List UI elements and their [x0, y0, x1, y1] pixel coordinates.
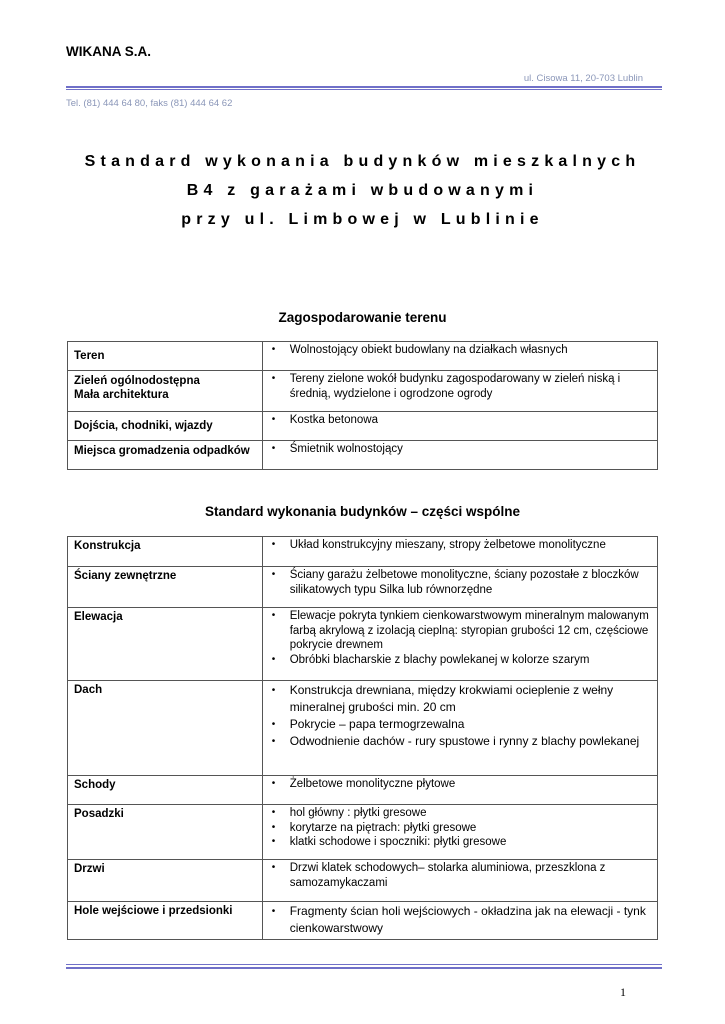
- row-value: [262, 776, 657, 805]
- list-item: • Odwodnienie dachów - rury spustowe i rynny z blachy powlekanej: [290, 733, 651, 750]
- table-row: [68, 537, 658, 567]
- footer-rule: [66, 967, 662, 969]
- document-title-line-2: B4 z garażami wbudowanymi: [186, 182, 539, 199]
- row-label: Schody: [68, 776, 263, 805]
- list-item: • Drzwi klatek schodowych– stolarka aluminiowa, przeszklona z samozamykaczami: [290, 861, 651, 890]
- table-row: [68, 441, 658, 470]
- list-item: • Tereny zielone wokół budynku zagospodarowany w zieleń niską i średnią, wydzielone i ogrodzone ogrody: [290, 372, 651, 401]
- row-value: [262, 342, 657, 371]
- section-heading-common: Standard wykonania budynków – części wspólne: [204, 504, 521, 519]
- table-row: [68, 371, 658, 412]
- row-label: Konstrukcja: [68, 537, 263, 567]
- list-item: • Śmietnik wolnostojący: [290, 442, 651, 457]
- row-value: [262, 805, 657, 860]
- table-row: [68, 608, 658, 681]
- row-value: [262, 371, 657, 412]
- list-item: • Kostka betonowa: [290, 413, 651, 428]
- list-item: • Elewacje pokryta tynkiem cienkowarstwowym mineralnym malowanym farbą akrylową z izolacją cieplną: styropian grubości 12 cm, częściowe pokrycie drewnem: [290, 609, 651, 653]
- row-value: [262, 537, 657, 567]
- header-rule: [66, 86, 662, 88]
- row-label: Drzwi: [68, 860, 263, 902]
- row-label: Ściany zewnętrzne: [68, 567, 263, 608]
- list-item: • korytarze na piętrach: płytki gresowe: [290, 821, 651, 836]
- row-label: Teren: [68, 342, 263, 371]
- table-row: [68, 902, 658, 940]
- list-item: • Wolnostojący obiekt budowlany na działkach własnych: [290, 343, 651, 358]
- table-row: [68, 342, 658, 371]
- common-parts-table: [67, 536, 658, 940]
- row-label: Dojścia, chodniki, wjazdy: [68, 412, 263, 441]
- row-value: [262, 441, 657, 470]
- list-item: • Układ konstrukcyjny mieszany, stropy żelbetowe monolityczne: [290, 538, 651, 553]
- row-value: [262, 902, 657, 940]
- company-name: WIKANA S.A.: [66, 44, 151, 59]
- row-value: [262, 860, 657, 902]
- table-row: [68, 805, 658, 860]
- row-label: Elewacja: [68, 608, 263, 681]
- company-phone: Tel. (81) 444 64 80, faks (81) 444 64 62: [66, 98, 233, 109]
- table-row: [68, 860, 658, 902]
- row-label: Zieleń ogólnodostępna Mała architektura: [68, 371, 263, 412]
- list-item: • Pokrycie – papa termogrzewalna: [290, 716, 651, 733]
- row-value: [262, 567, 657, 608]
- page-number: 1: [620, 985, 626, 999]
- table-row: [68, 567, 658, 608]
- document-title-line-1: Standard wykonania budynków mieszkalnych: [84, 153, 641, 170]
- footer-rule-thin: [66, 964, 662, 965]
- list-item: • Obróbki blacharskie z blachy powlekanej w kolorze szarym: [290, 653, 651, 668]
- table-row: [68, 776, 658, 805]
- table-row: [68, 412, 658, 441]
- list-item: • Ściany garażu żelbetowe monolityczne, ściany pozostałe z bloczków silikatowych typu Silka lub równorzędne: [290, 568, 651, 597]
- document-title-line-3: przy ul. Limbowej w Lublinie: [181, 211, 544, 228]
- row-label: Posadzki: [68, 805, 263, 860]
- list-item: • klatki schodowe i spoczniki: płytki gresowe: [290, 835, 651, 850]
- list-item: • hol główny : płytki gresowe: [290, 806, 651, 821]
- row-value: [262, 681, 657, 776]
- list-item: • Konstrukcja drewniana, między krokwiami ocieplenie z wełny mineralnej grubości min. 20 cm: [290, 682, 651, 716]
- row-label: Dach: [68, 681, 263, 776]
- land-development-table: [67, 341, 658, 470]
- list-item: • Fragmenty ścian holi wejściowych - okładzina jak na elewacji - tynk cienkowarstwowy: [290, 903, 651, 937]
- row-label: Hole wejściowe i przedsionki: [68, 902, 263, 940]
- company-address: ul. Cisowa 11, 20-703 Lublin: [523, 73, 643, 84]
- row-value: [262, 608, 657, 681]
- table-row: [68, 681, 658, 776]
- list-item: • Żelbetowe monolityczne płytowe: [290, 777, 651, 792]
- row-label: Miejsca gromadzenia odpadków: [68, 441, 263, 470]
- row-value: [262, 412, 657, 441]
- header-rule-thin: [66, 89, 662, 90]
- section-heading-land: Zagospodarowanie terenu: [278, 310, 447, 325]
